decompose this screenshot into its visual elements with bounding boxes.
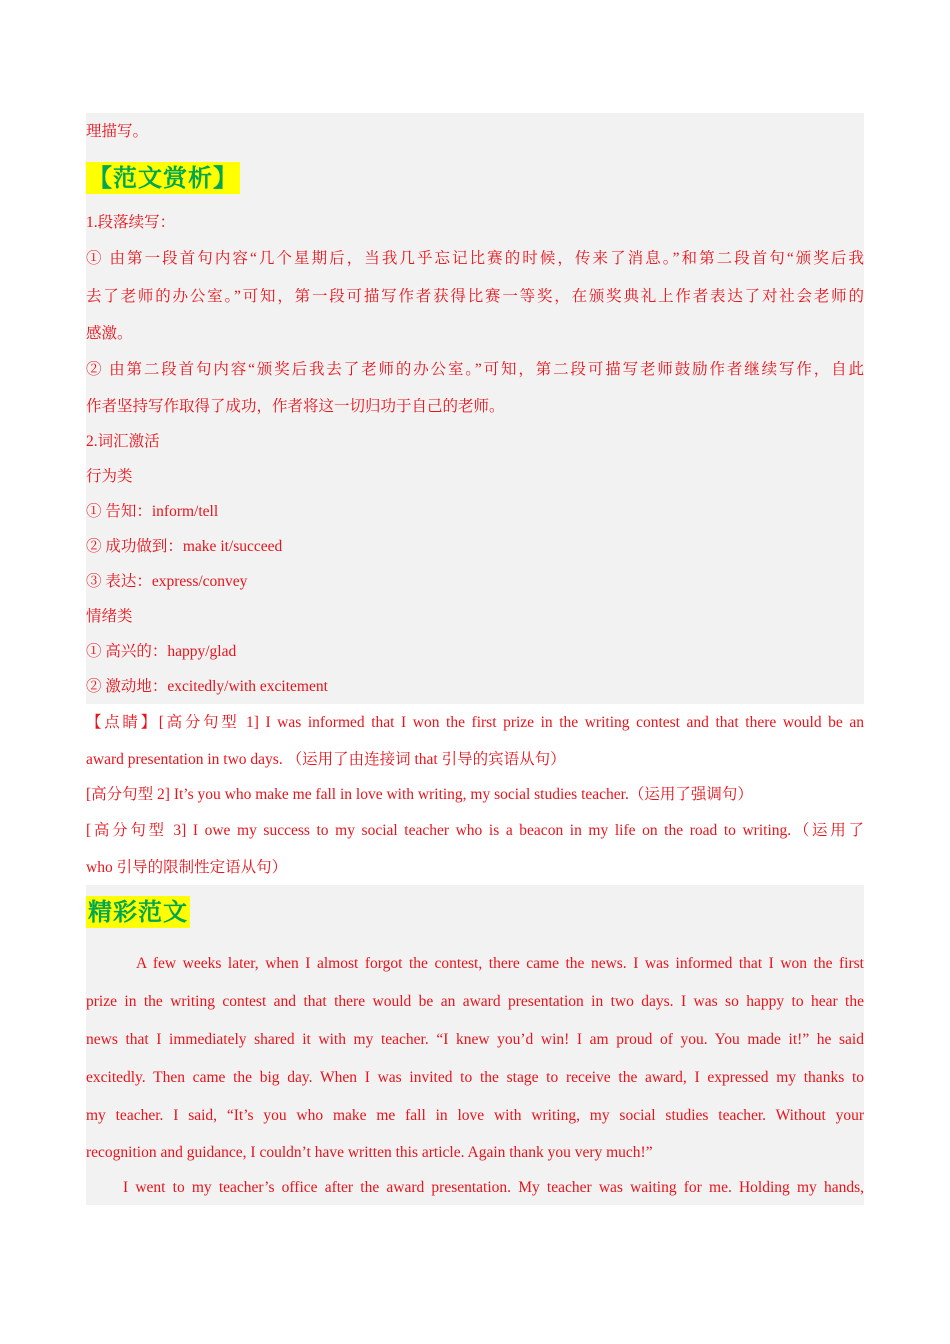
analysis-point-2-line-2: 作者坚持写作取得了成功，作者将这一切归功于自己的老师。 (86, 398, 505, 415)
analysis-point-1-line-2: 去了老师的办公室。”可知，第一段可描写作者获得比赛一等奖，在颁奖典礼上作者表达了对社会老师的 (86, 288, 864, 305)
vocab-category-action: 行为类 (86, 468, 133, 485)
sentence-2: [高分句型 2] It’s you who make me fall in love with writing, my social studies teacher.（运用了强调句） (86, 786, 753, 803)
analysis-point-1-line-1: ① 由第一段首句内容“几个星期后，当我几乎忘记比赛的时候，传来了消息。”和第二段首句“颁奖后我 (86, 250, 864, 267)
analysis-heading: 【范文赏析】 (88, 164, 238, 192)
essay-p1-line-2: prize in the writing contest and that there would be an award presentation in two days. I was so happy to hear the (86, 993, 864, 1010)
analysis-heading-row (86, 151, 864, 205)
essay-p2-line-1: I went to my teacher’s office after the award presentation. My teacher was waiting for me. Holding my hands, (123, 1179, 864, 1196)
vocab-action-2: ② 成功做到：make it/succeed (86, 538, 283, 555)
sentence-1-line-2: award presentation in two days. （运用了由连接词 that 引导的宾语从句） (86, 751, 566, 768)
essay-p1-line-3: news that I immediately shared it with my teacher. “I knew you’d win! I am proud of you. You made it!” he said (86, 1031, 864, 1048)
vocab-category-emotion: 情绪类 (86, 608, 133, 625)
essay-p1-line-4: excitedly. Then came the big day. When I was invited to the stage to receive the award, I expressed my thanks to (86, 1069, 864, 1086)
essay-heading: 精彩范文 (88, 898, 188, 926)
sentence-1-line-1: 【点睛】[高分句型 1] I was informed that I won the first prize in the writing contest and that there would be an (86, 714, 864, 731)
essay-heading-row (86, 885, 864, 939)
essay-section (86, 885, 864, 1205)
vocabulary-title: 2.词汇激活 (86, 433, 160, 450)
vocab-emotion-1: ① 高兴的：happy/glad (86, 643, 237, 660)
document-page (86, 113, 864, 1205)
vocab-emotion-2: ② 激动地：excitedly/with excitement (86, 678, 328, 695)
vocab-action-3: ③ 表达：express/convey (86, 573, 248, 590)
analysis-section (86, 113, 864, 704)
essay-p1-line-5: my teacher. I said, “It’s you who make me fall in love with writing, my social studies teacher. Without your (86, 1107, 864, 1124)
vocab-action-1: ① 告知：inform/tell (86, 503, 219, 520)
sentence-3-line-2: who 引导的限制性定语从句） (86, 859, 288, 876)
paragraph-continuation-title: 1.段落续写： (86, 214, 176, 231)
analysis-point-2-line-1: ② 由第二段首句内容“颁奖后我去了老师的办公室。”可知，第二段可描写老师鼓励作者继续写作，自此 (86, 361, 864, 378)
sentence-3-line-1: [高分句型 3] I owe my success to my social teacher who is a beacon in my life on the road to writing.（运用了 (86, 822, 864, 839)
analysis-point-1-line-3: 感激。 (86, 325, 133, 342)
highlight-sentences (86, 704, 864, 885)
essay-p1-line-6: recognition and guidance, I couldn’t have written this article. Again thank you very much!” (86, 1144, 653, 1161)
intro-tail-text: 理描写。 (86, 123, 149, 140)
essay-p1-line-1: A few weeks later, when I almost forgot the contest, there came the news. I was informed that I won the first (136, 955, 864, 972)
